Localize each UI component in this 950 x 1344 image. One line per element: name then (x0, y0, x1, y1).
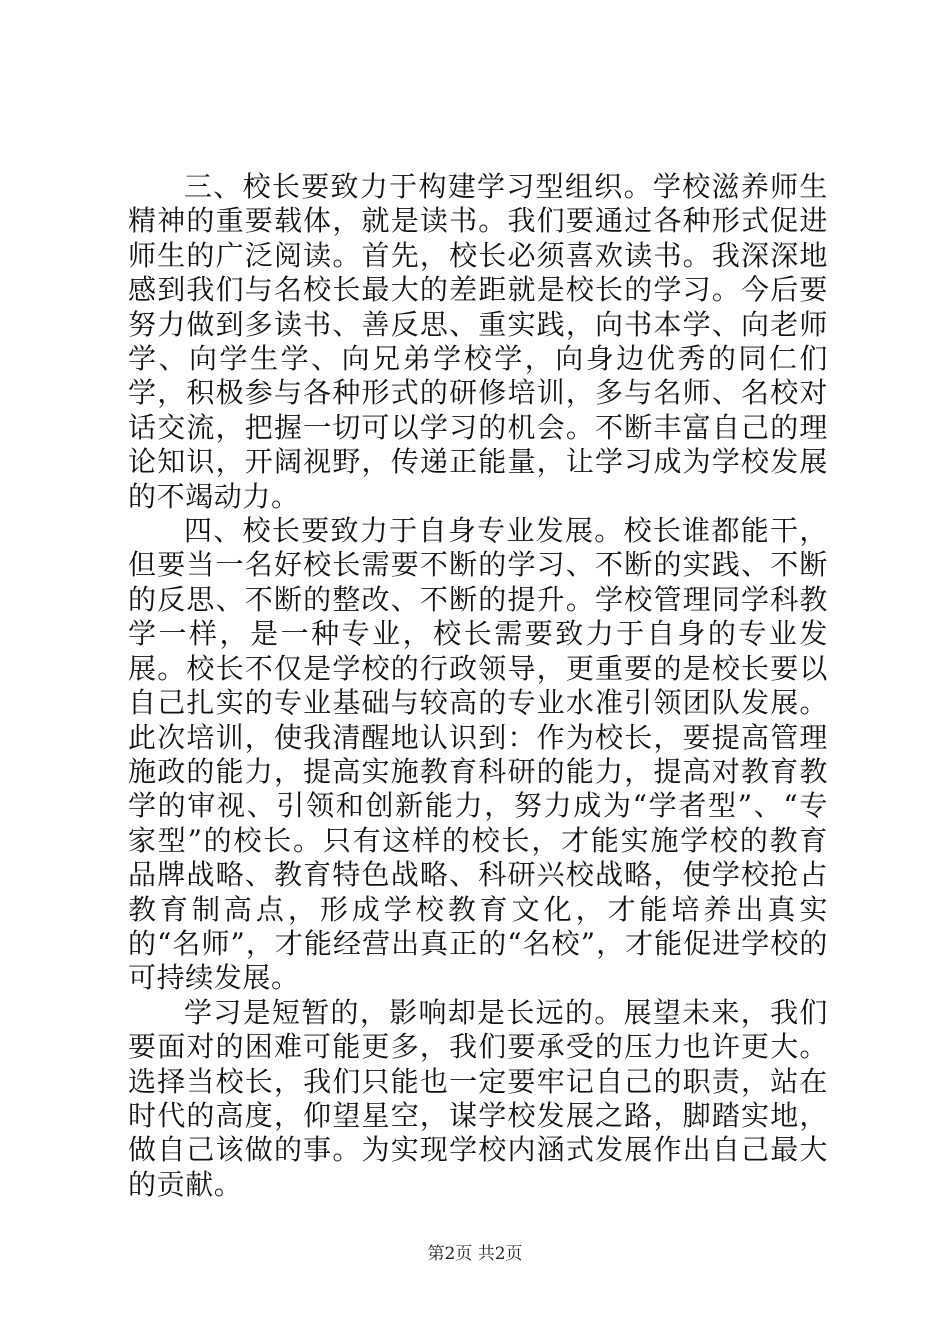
body-text (128, 170, 828, 1202)
paragraph-conclusion: 学习是短暂的，影响却是长远的。展望未来，我们要面对的困难可能更多，我们要承受的压力也许更大。选择当校长，我们只能也一定要牢记自己的职责，站在时代的高度，仰望星空，谋学校发展之路，脚踏实地，做自己该做的事。为实现学校内涵式发展作出自己最大的贡献。 (128, 995, 828, 1201)
page-footer: 第2页 共2页 (427, 1244, 523, 1264)
paragraph-3-learning-organization: 三、校长要致力于构建学习型组织。学校滋养师生精神的重要载体，就是读书。我们要通过各种形式促进师生的广泛阅读。首先，校长必须喜欢读书。我深深地感到我们与名校长最大的差距就是校长的学习。今后要努力做到多读书、善反思、重实践，向书本学、向老师学、向学生学、向兄弟学校学，向身边优秀的同仁们学，积极参与各种形式的研修培训，多与名师、名校对话交流，把握一切可以学习的机会。不断丰富自己的理论知识，开阔视野，传递正能量，让学习成为学校发展的不竭动力。 (128, 170, 828, 513)
paragraph-4-professional-development: 四、校长要致力于自身专业发展。校长谁都能干，但要当一名好校长需要不断的学习、不断的实践、不断的反思、不断的整改、不断的提升。学校管理同学科教学一样，是一种专业，校长需要致力于自身的专业发展。校长不仅是学校的行政领导，更重要的是校长要以自己扎实的专业基础与较高的专业水准引领团队发展。此次培训，使我清醒地认识到：作为校长，要提高管理施政的能力，提高实施教育科研的能力，提高对教育教学的审视、引领和创新能力，努力成为“学者型”、“专家型”的校长。只有这样的校长，才能实施学校的教育品牌战略、教育特色战略、科研兴校战略，使学校抢占教育制高点，形成学校教育文化，才能培养出真实的“名师”，才能经营出真正的“名校”，才能促进学校的可持续发展。 (128, 514, 828, 995)
